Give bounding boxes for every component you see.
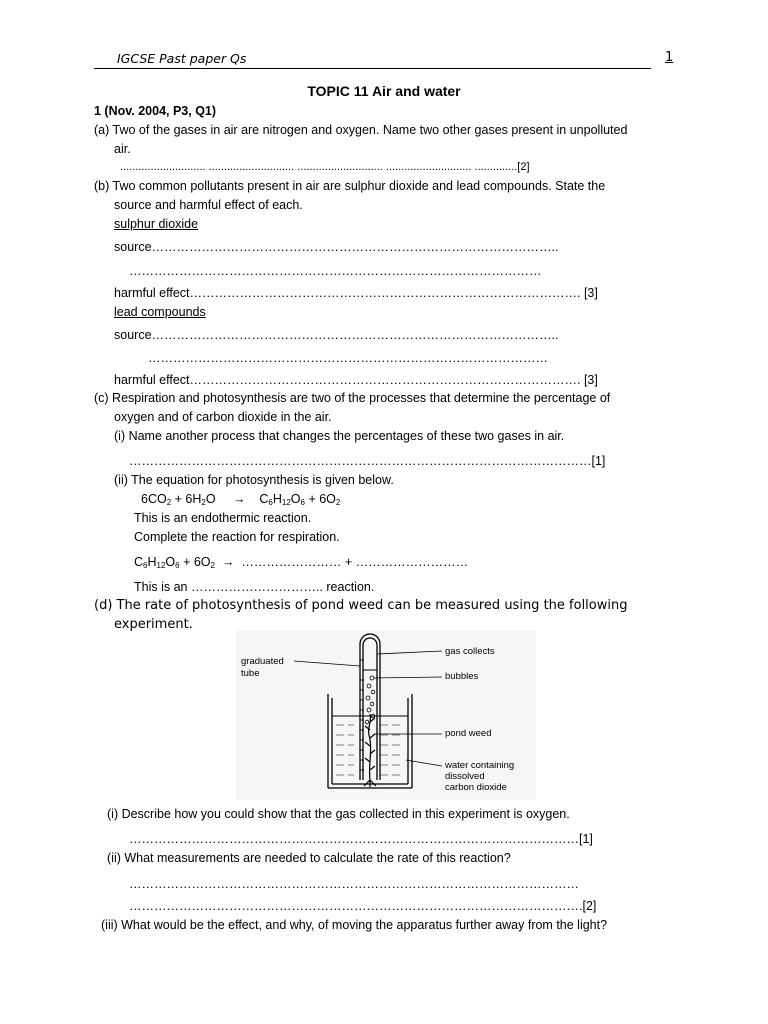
photosynthesis-equation: $6CO_2 + 6H_2O$ → $C_6H_{12}O_6 + 6O_2$ [141, 492, 341, 507]
part-a-text: (a) Two of the gases in air are nitrogen and oxygen. Name two other gases present in unpolluted [94, 123, 628, 137]
part-d-ii-answer-line-2: ……………………………………………………………………………………………….[2] [129, 899, 597, 913]
lead-source-line-cont: …………………………………………………………………………………… [148, 351, 548, 365]
lead-compounds-label: lead compounds [114, 305, 206, 319]
part-d-iii-text: (iii) What would be the effect, and why, of moving the apparatus further away from the light? [101, 918, 608, 932]
complete-respiration-instruction: Complete the reaction for respiration. [134, 530, 340, 544]
sulphur-source-line-cont: ……………………………………………………………………………………… [129, 264, 542, 278]
part-d-text-cont: experiment. [114, 617, 193, 632]
lead-source-line: source…………………………………………………………………………………….. [114, 328, 559, 342]
diagram-label-water-2: dissolved [445, 771, 485, 782]
endothermic-note: This is an endothermic reaction. [134, 511, 312, 525]
sulphur-source-line: source…………………………………………………………………………………….. [114, 240, 559, 254]
running-header: IGCSE Past paper Qs [117, 51, 247, 66]
part-d-ii-text: (ii) What measurements are needed to calculate the rate of this reaction? [107, 851, 511, 865]
sulphur-harm-line: harmful effect…………………………………………………………………………………. [3] [114, 286, 598, 300]
header-rule [94, 68, 651, 69]
part-a-answer-line: ............................ ............................ ............................ ............................ ..............[2] [120, 161, 530, 173]
diagram-label-pond-weed: pond weed [445, 728, 492, 739]
part-c-ii-text: (ii) The equation for photosynthesis is given below. [114, 473, 394, 487]
part-d-i-text: (i) Describe how you could show that the gas collected in this experiment is oxygen. [107, 807, 570, 821]
page-number: 1 [665, 50, 674, 65]
reaction-arrow-icon: → [232, 492, 246, 506]
respiration-equation: $C_6H_{12}O_6 + 6O_2$ → …………………… + ……………………… [134, 555, 469, 570]
part-d-i-answer-line: ………………………………………………………………………………………………[1] [129, 832, 593, 846]
part-a-text-cont: air. [114, 142, 131, 156]
sulphur-dioxide-label: sulphur dioxide [114, 217, 199, 231]
part-c-i-answer-line: …………………………………………………………………………………………………[1] [129, 454, 606, 468]
diagram-label-graduated: graduated [241, 656, 284, 667]
part-c-text-cont: oxygen and of carbon dioxide in the air. [114, 410, 332, 424]
part-c-i-text: (i) Name another process that changes the percentages of these two gases in air. [114, 429, 565, 443]
part-d-text: (d) The rate of photosynthesis of pond weed can be measured using the following [94, 598, 628, 613]
page-title: TOPIC 11 Air and water [307, 83, 461, 99]
diagram-label-tube: tube [241, 668, 260, 679]
part-b-text: (b) Two common pollutants present in air are sulphur dioxide and lead compounds. State the [94, 179, 606, 193]
experiment-diagram [236, 630, 536, 800]
diagram-label-gas-collects: gas collects [445, 646, 495, 657]
part-c-text: (c) Respiration and photosynthesis are two of the processes that determine the percentage of [94, 391, 611, 405]
diagram-label-bubbles: bubbles [445, 671, 479, 682]
reaction-type-line: This is an ………………………….. reaction. [134, 580, 375, 594]
reaction-arrow-icon: → [221, 555, 235, 569]
diagram-label-water-3: carbon dioxide [445, 782, 507, 793]
diagram-label-water-1: water containing [445, 760, 515, 771]
part-d-ii-answer-line-1: ……………………………………………………………………………………………… [129, 877, 579, 891]
part-b-text-cont: source and harmful effect of each. [114, 198, 303, 212]
lead-harm-line: harmful effect…………………………………………………………………………………. [3] [114, 373, 598, 387]
question-heading: 1 (Nov. 2004, P3, Q1) [94, 104, 217, 118]
